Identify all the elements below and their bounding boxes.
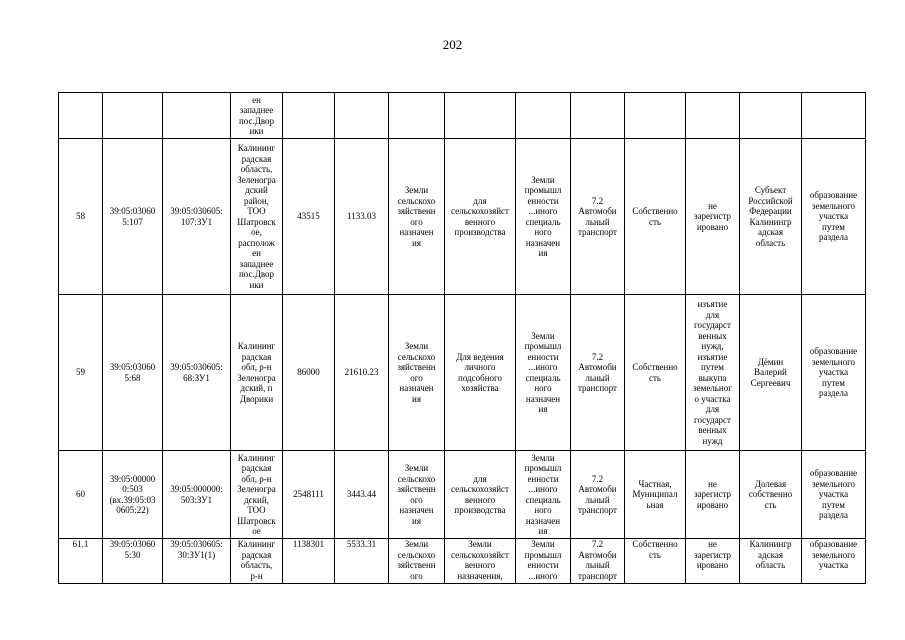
table-cell: Земли промышл енности ...иного специаль ного назначен ия — [516, 139, 571, 295]
table-cell: 39:05:000000: 503:ЗУ1 — [163, 451, 231, 539]
table-cell: 39:05:030605: 68:ЗУ1 — [163, 295, 231, 451]
table-cell: 7.2 Автомоби льный транспорт — [571, 451, 625, 539]
table-cell: Собственно сть — [625, 295, 686, 451]
table-cell: Земли промышл енности ...иного специаль ного назначен ия — [516, 451, 571, 539]
table-cell: 3443.44 — [335, 451, 389, 539]
table-cell: 21610.23 — [335, 295, 389, 451]
table-cell — [516, 93, 571, 139]
table-cell — [283, 93, 335, 139]
table-cell: 61.1 — [59, 539, 103, 584]
table-row — [59, 139, 866, 295]
table-cell: 43515 — [283, 139, 335, 295]
table-cell: Земли сельскохо зяйственн ого назначен ия — [389, 295, 445, 451]
table-cell: Дёмин Валерий Сергеевич — [740, 295, 802, 451]
table-cell — [335, 93, 389, 139]
page-number: 202 — [442, 37, 463, 52]
table-cell: Калининг радская обл, р-н Зеленогра дский, п Дворики — [231, 295, 283, 451]
table-cell: изъятие для государст венных нужд, изъятие путем выкупа земельног о участка для государст венных нужд — [686, 295, 740, 451]
table-cell: Калининг радская область, р-н — [231, 539, 283, 584]
table-cell — [445, 93, 516, 139]
table-cell: ен западнее пос.Двор ики — [231, 93, 283, 139]
table-cell: 39:05:03060 5:107 — [103, 139, 163, 295]
table-cell: Собственно сть — [625, 139, 686, 295]
table-cell: не зарегистр ировано — [686, 139, 740, 295]
table-cell: 1138301 — [283, 539, 335, 584]
table-cell: Земли промышл енности ...иного специаль ного назначен ия — [516, 295, 571, 451]
table-cell: Субъект Российской Федерации Калинингр адская область — [740, 139, 802, 295]
table-cell: 86000 — [283, 295, 335, 451]
table-cell: Земли сельскохо зяйственн ого — [389, 539, 445, 584]
table-cell: образование земельного участка путем раздела — [802, 451, 866, 539]
table-cell — [389, 93, 445, 139]
table-cell: 39:05:030605: 30:ЗУ1(1) — [163, 539, 231, 584]
table-cell: 1133.03 — [335, 139, 389, 295]
table-row — [59, 539, 866, 584]
table-cell: образование земельного участка путем раздела — [802, 139, 866, 295]
table-cell: Земли промышл енности ...иного — [516, 539, 571, 584]
table-cell — [740, 93, 802, 139]
table-row — [59, 295, 866, 451]
table-cell: Для ведения личного подсобного хозяйства — [445, 295, 516, 451]
table-cell: 7.2 Автомоби льный транспорт — [571, 539, 625, 584]
table-cell: не зарегистр ировано — [686, 451, 740, 539]
table-cell: 59 — [59, 295, 103, 451]
table-cell: 39:05:03060 5:68 — [103, 295, 163, 451]
table-cell: 58 — [59, 139, 103, 295]
table-cell: 5533.31 — [335, 539, 389, 584]
table-cell: Земли сельскохо зяйственн ого назначен ия — [389, 451, 445, 539]
table-cell — [571, 93, 625, 139]
table-cell: Земли сельскохозяйст венного назначения, — [445, 539, 516, 584]
table-cell — [163, 93, 231, 139]
table-cell — [686, 93, 740, 139]
table-cell: образование земельного участка — [802, 539, 866, 584]
table-cell: Долевая собственно сть — [740, 451, 802, 539]
table-cell: для сельскохозяйст венного производства — [445, 139, 516, 295]
table-cell — [59, 93, 103, 139]
table-row — [59, 93, 866, 139]
table-cell: для сельскохозяйст венного производства — [445, 451, 516, 539]
table-row — [59, 451, 866, 539]
table-cell: 2548111 — [283, 451, 335, 539]
table-cell: 60 — [59, 451, 103, 539]
table-cell — [625, 93, 686, 139]
table-cell: 39:05:03060 5:30 — [103, 539, 163, 584]
table-cell: Калининг радская обл, р-н Зеленогра дский, ТОО Шатровск ое — [231, 451, 283, 539]
table-cell: Калинингр адская область — [740, 539, 802, 584]
table-cell: 7.2 Автомоби льный транспорт — [571, 139, 625, 295]
table-cell: Собственно сть — [625, 539, 686, 584]
table-cell — [103, 93, 163, 139]
table-cell: 39:05:00000 0:503 (вх.39:05:03 0605:22) — [103, 451, 163, 539]
table-cell — [802, 93, 866, 139]
table-cell: Земли сельскохо зяйственн ого назначен ия — [389, 139, 445, 295]
table-cell: не зарегистр ировано — [686, 539, 740, 584]
table-cell: Частная, Муниципал ьная — [625, 451, 686, 539]
table-cell: 7.2 Автомоби льный транспорт — [571, 295, 625, 451]
table-cell: образование земельного участка путем раздела — [802, 295, 866, 451]
land-plots-table — [58, 92, 866, 584]
table-cell: 39:05:030605: 107:ЗУ1 — [163, 139, 231, 295]
table-cell: Калининг радская область, Зеленогра дский район, ТОО Шатровск ое, располож ен западнее пос.Двор ики — [231, 139, 283, 295]
